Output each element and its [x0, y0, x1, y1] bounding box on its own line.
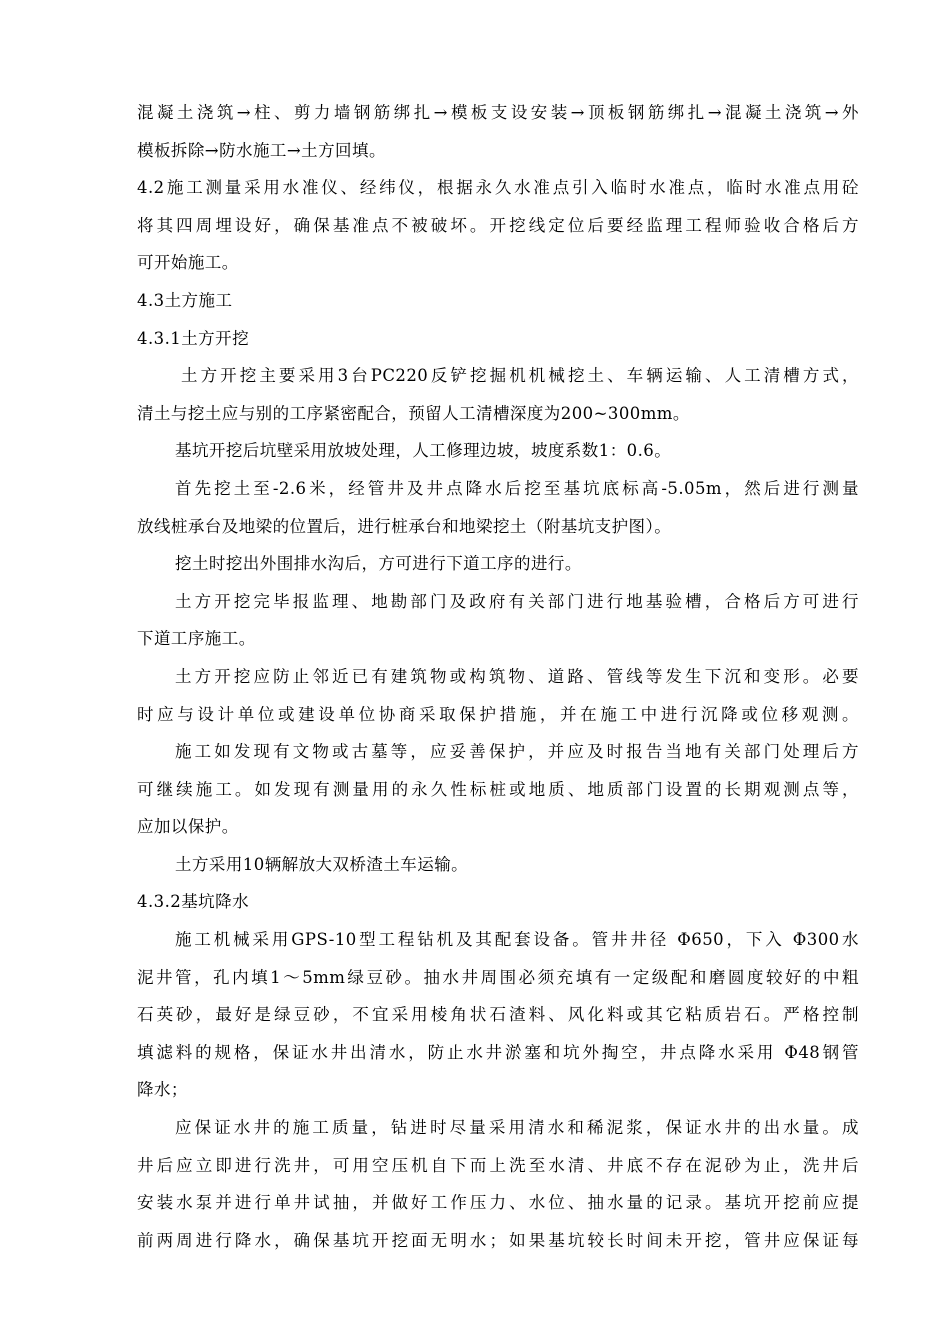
paragraph-line: 降水；: [137, 1080, 188, 1100]
paragraph-line: 井后应立即进行洗井，可用空压机自下而上洗至水清、井底不存在泥砂为止，洗井后: [137, 1155, 859, 1175]
paragraph-line: 时应与设计单位或建设单位协商采取保护措施，并在施工中进行沉降或位移观测。: [137, 704, 859, 724]
document-body: [137, 94, 859, 1259]
paragraph-line: 石英砂，最好是绿豆砂，不宜采用棱角状石渣料、风化料或其它粘质岩石。严格控制: [137, 1005, 859, 1025]
paragraph-line: 下道工序施工。: [137, 629, 256, 649]
paragraph-line: 放线桩承台及地梁的位置后，进行桩承台和地梁挖土（附基坑支护图）。: [137, 516, 672, 536]
paragraph-line: 土方开挖完毕报监理、地勘部门及政府有关部门进行地基验槽，合格后方可进行: [175, 591, 859, 611]
paragraph-line: 泥井管，孔内填1～5mm绿豆砂。抽水井周围必须充填有一定级配和磨圆度较好的中粗: [137, 967, 859, 987]
paragraph-line: 将其四周埋设好，确保基准点不被破坏。开挖线定位后要经监理工程师验收合格后方: [137, 215, 859, 235]
paragraph-line: 应加以保护。: [137, 817, 239, 837]
section-heading-4-3-1: 4.3.1土方开挖: [137, 328, 250, 348]
paragraph-line: 应保证水井的施工质量，钻进时尽量采用清水和稀泥浆，保证水井的出水量。成: [175, 1118, 859, 1138]
section-heading-4-3-2: 4.3.2基坑降水: [137, 892, 250, 912]
paragraph-line: 基坑开挖后坑壁采用放坡处理，人工修理边坡，坡度系数1：0.6。: [175, 441, 672, 461]
paragraph-line: 可继续施工。如发现有测量用的永久性标桩或地质、地质部门设置的长期观测点等，: [137, 779, 859, 799]
paragraph-line: 土方开挖主要采用3台PC220反铲挖掘机机械挖土、车辆运输、人工清槽方式，: [181, 366, 859, 386]
paragraph-line: 土方采用10辆解放大双桥渣土车运输。: [175, 854, 469, 874]
paragraph-line: 首先挖土至-2.6米，经管井及井点降水后挖至基坑底标高-5.05m，然后进行测量: [175, 478, 859, 498]
paragraph-line: 挖土时挖出外围排水沟后，方可进行下道工序的进行。: [175, 554, 582, 574]
section-4-2-line: 4.2施工测量采用水准仪、经纬仪，根据永久水准点引入临时水准点，临时水准点用砼: [137, 178, 859, 198]
paragraph-line: 混凝土浇筑→柱、剪力墙钢筋绑扎→模板支设安装→顶板钢筋绑扎→混凝土浇筑→外: [137, 103, 859, 122]
paragraph-line: 施工机械采用GPS-10型工程钻机及其配套设备。管井井径 Φ650，下入 Φ300水: [175, 930, 859, 950]
paragraph-line: 模板拆除→防水施工→土方回填。: [137, 140, 386, 160]
paragraph-line: 清土与挖土应与别的工序紧密配合，预留人工清槽深度为200~300mm。: [137, 403, 690, 423]
paragraph-line: 施工如发现有文物或古墓等，应妥善保护，并应及时报告当地有关部门处理后方: [175, 742, 859, 762]
paragraph-line: 前两周进行降水，确保基坑开挖面无明水；如果基坑较长时间未开挖，管井应保证每: [137, 1230, 859, 1250]
paragraph-line: 安装水泵并进行单井试抽，并做好工作压力、水位、抽水量的记录。基坑开挖前应提: [137, 1193, 859, 1213]
paragraph-line: 填滤料的规格，保证水井出清水，防止水井淤塞和坑外掏空，井点降水采用 Φ48钢管: [137, 1042, 859, 1062]
paragraph-line: 土方开挖应防止邻近已有建筑物或构筑物、道路、管线等发生下沉和变形。必要: [175, 666, 859, 686]
section-heading-4-3: 4.3土方施工: [137, 290, 233, 310]
paragraph-line: 可开始施工。: [137, 253, 239, 273]
